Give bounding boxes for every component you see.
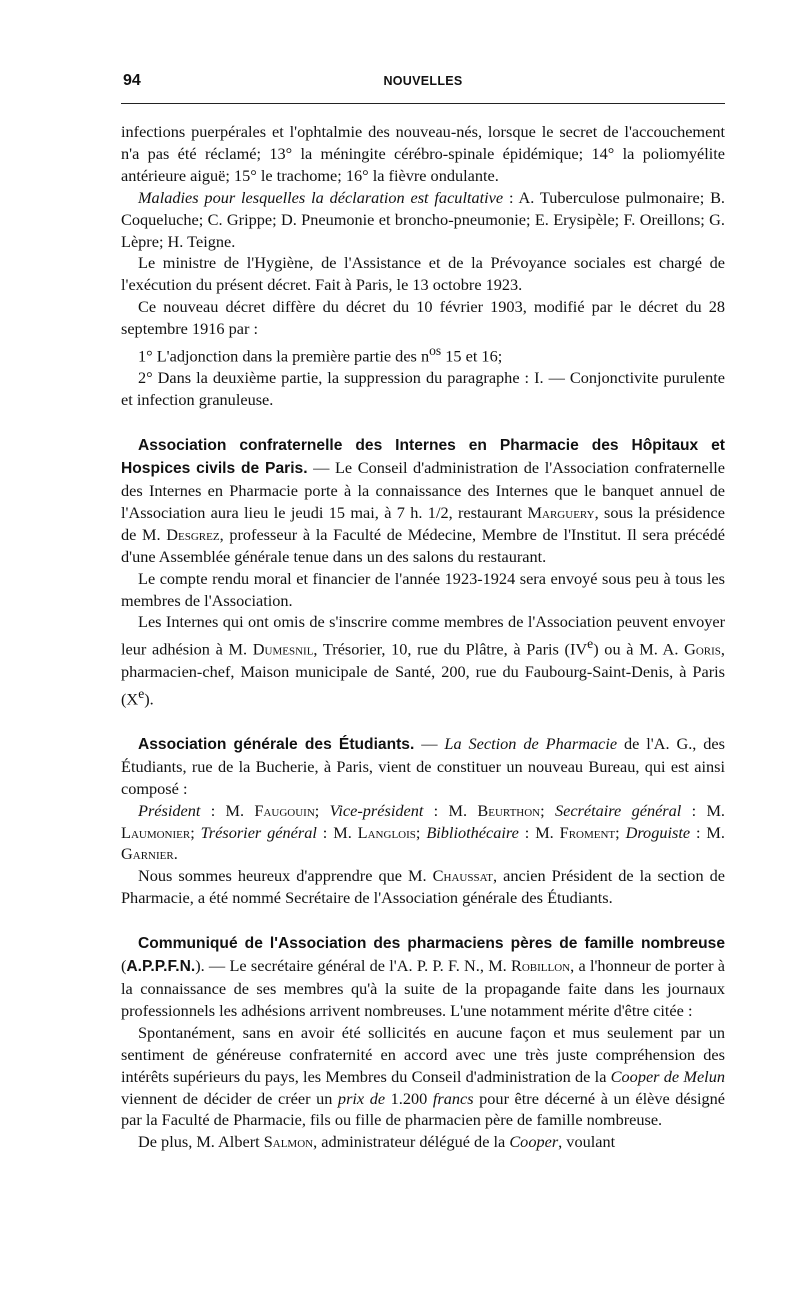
paragraph: infections puerpérales et l'ophtalmie des nouveau-nés, lorsque le secret de l'accouchement n'a pas été réclamé; 13° la méningite cérébro-spinale épidémique; 14° la poliomyélite antérieure aiguë; 15° le trachome; 16° la fièvre ondulante.: [121, 122, 725, 185]
section-gap: [121, 710, 725, 733]
paragraph: Maladies pour lesquelles la déclaration est facultative : A. Tuberculose pulmonaire; B. Coqueluche; C. Grippe; D. Pneumonie et broncho-pneumonie; E. Erysipèle; F. Oreillons; G. Lèpre; H. Teigne.: [121, 187, 725, 251]
section-gap: [121, 909, 725, 932]
bureau-list: Président : M. Faugouin; Vice-président : M. Beurthon; Secrétaire général : M. Laumonier; Trésorier général : M. Langlois; Bibliothécaire : M. Froment; Droguiste : M. Garnier.: [121, 800, 725, 864]
paragraph: 2° Dans la deuxième partie, la suppression du paragraphe : I. — Conjonctivite purulente et infection granuleuse.: [121, 368, 725, 410]
header-rule: [121, 103, 725, 104]
italic-phrase: Maladies pour lesquelles la déclaration est facultative: [138, 187, 504, 207]
section-appfn: [121, 932, 725, 1153]
person-name: Salmon: [263, 1132, 314, 1152]
section-internes-pharmacie: [121, 434, 725, 710]
paragraph: Ce nouveau décret diffère du décret du 10 février 1903, modifié par le décret du 28 septembre 1916 par :: [121, 297, 725, 339]
paragraph: 1° L'adjonction dans la première partie des $n^{os}$ 15 et 16;: [138, 343, 503, 366]
section-paragraph: Communiqué de l'Association des pharmaciens pères de famille nombreuse (A.P.P.F.N.). — Le secrétaire général de l'A. P. P. F. N., M. Robillon, a l'honneur de porter à la connaissance de ses membres qu'à la suite de la propagande faite dans les journaux professionnels les adhésions arrivent nombreuses. L'une notamment mérite d'être citée :: [121, 935, 725, 1020]
person-name: Goris: [684, 639, 721, 659]
section-gap: [121, 411, 725, 434]
section-heading: Association confraternelle des Internes en Pharmacie des Hôpitaux et Hospices civils de Paris.: [121, 437, 725, 478]
page-number: 94: [123, 72, 141, 89]
section-paragraph: Les Internes qui ont omis de s'inscrire comme membres de l'Association peuvent envoyer leur adhésion à M. Dumesnil, Trésorier, 10, rue du Plâtre, à Paris (IVe) ou à M. A. Goris, pharmacien-chef, Maison municipale de Santé, 200, rue du Faubourg-Saint-Denis, à Paris (Xe).: [121, 612, 725, 709]
abbreviation: A.P.P.F.N.: [126, 958, 196, 976]
person-name: Robillon: [511, 956, 571, 976]
person-name: Marguery: [527, 502, 595, 522]
section-paragraph: Le compte rendu moral et financier de l'année 1923-1924 sera envoyé sous peu à tous les membres de l'Association.: [121, 568, 725, 610]
page-header: [121, 72, 725, 94]
section-paragraph: De plus, M. Albert Salmon, administrateur délégué de la Cooper, voulant: [138, 1132, 616, 1152]
person-name: Desgrez: [166, 524, 220, 544]
person-name: Chaussat: [432, 866, 494, 886]
running-head: NOUVELLES: [383, 74, 463, 88]
article-body: [121, 121, 725, 1153]
section-paragraph: Association générale des Étudiants. — La Section de Pharmacie de l'A. G., des Étudiants, rue de la Bucherie, à Paris, vient de constituer un nouveau Bureau, qui est ainsi composé :: [121, 733, 725, 798]
section-paragraph: Association confraternelle des Internes en Pharmacie des Hôpitaux et Hospices civils de Paris. — Le Conseil d'administration de l'Association confraternelle des Internes en Pharmacie porte à la connaissance des Internes que le banquet annuel de l'Association aura lieu le jeudi 15 mai, à 7 h. 1/2, restaurant Marguery, sous la présidence de M. Desgrez, professeur à la Faculté de Médecine, Membre de l'Institut. Il sera précédé d'une Assemblée générale tenue dans un des salons du restaurant.: [121, 437, 725, 566]
paragraph: Le ministre de l'Hygiène, de l'Assistance et de la Prévoyance sociales est chargé de l'exécution du présent décret. Fait à Paris, le 13 octobre 1923.: [121, 253, 725, 295]
section-etudiants: [121, 733, 725, 909]
section-heading: Communiqué de l'Association des pharmaciens pères de famille nombreuse: [138, 935, 725, 953]
person-name: Dumesnil: [252, 639, 314, 659]
section-paragraph: Nous sommes heureux d'apprendre que M. Chaussat, ancien Président de la section de Pharmacie, a été nommé Secrétaire de l'Association générale des Étudiants.: [121, 866, 725, 908]
section-paragraph: Spontanément, sans en avoir été sollicités en aucune façon et mus seulement par un sentiment de généreuse confraternité en accord avec une très juste compréhension des intérêts supérieurs du pays, les Membres du Conseil d'administration de la Cooper de Melun viennent de décider de créer un prix de 1.200 francs pour être décerné à un élève désigné par la Faculté de Pharmacie, fils ou fille de pharmacien père de famille nombreuse.: [121, 1022, 725, 1130]
section-heading: Association générale des Étudiants.: [138, 735, 415, 753]
